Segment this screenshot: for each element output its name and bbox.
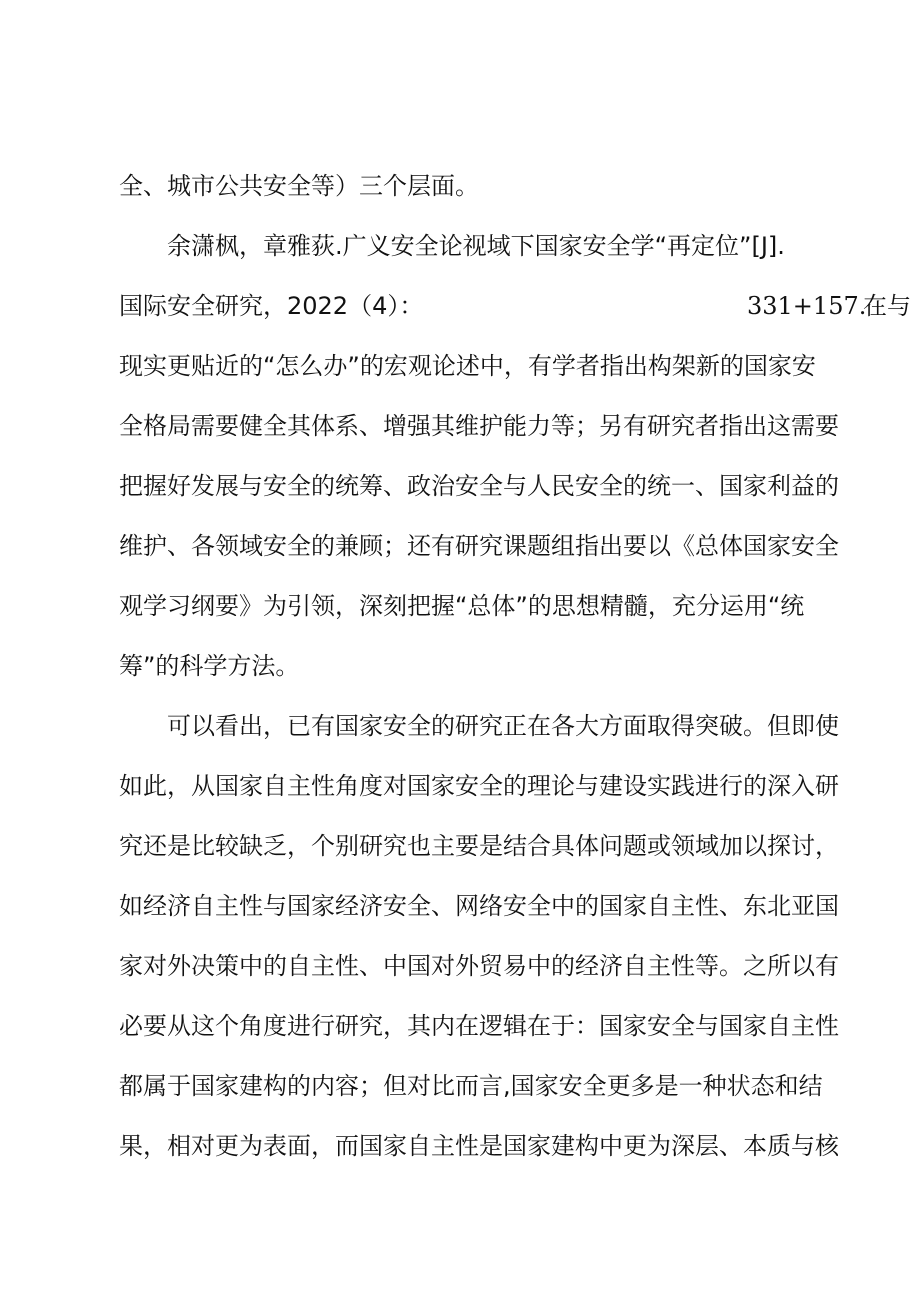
reference-line: 余潇枫，章雅荻.广义安全论视域下国家安全学“再定位”[J]. <box>167 232 785 260</box>
paragraph-first-line: 可以看出，已有国家安全的研究正在各大方面取得突破。但即使 <box>167 712 839 740</box>
text-line: 如此，从国家自主性角度对国家安全的理论与建设实践进行的深入研 <box>119 772 839 800</box>
text-line: 究还是比较缺乏，个别研究也主要是结合具体问题或领域加以探讨， <box>119 832 839 860</box>
text-line: 筹”的科学方法。 <box>119 652 300 680</box>
text-line: 家对外决策中的自主性、中国对外贸易中的经济自主性等。之所以有 <box>119 952 839 980</box>
text-line: 必要从这个角度进行研究，其内在逻辑在于：国家安全与国家自主性 <box>119 1012 839 1040</box>
reference-line <box>119 286 911 326</box>
text-fragment: 在与 <box>863 292 911 320</box>
reference-pages: 331+157. <box>747 292 867 320</box>
text-line: 把握好发展与安全的统筹、政治安全与人民安全的统一、国家利益的 <box>119 472 839 500</box>
text-line: 全格局需要健全其体系、增强其维护能力等；另有研究者指出这需要 <box>119 412 839 440</box>
text-line: 观学习纲要》为引领，深刻把握“总体”的思想精髓，充分运用“统 <box>119 592 805 620</box>
text-line: 维护、各领域安全的兼顾；还有研究课题组指出要以《总体国家安全 <box>119 532 839 560</box>
text-line: 现实更贴近的“怎么办”的宏观论述中，有学者指出构架新的国家安 <box>119 352 816 380</box>
text-line: 都属于国家建构的内容；但对比而言,国家安全更多是一种状态和结 <box>119 1072 823 1100</box>
text-line: 全、城市公共安全等）三个层面。 <box>119 172 479 200</box>
reference-source: 国际安全研究，2022（4）： <box>119 292 424 320</box>
text-line: 果，相对更为表面，而国家自主性是国家建构中更为深层、本质与核 <box>119 1132 839 1160</box>
text-line: 如经济自主性与国家经济安全、网络安全中的国家自主性、东北亚国 <box>119 892 839 920</box>
